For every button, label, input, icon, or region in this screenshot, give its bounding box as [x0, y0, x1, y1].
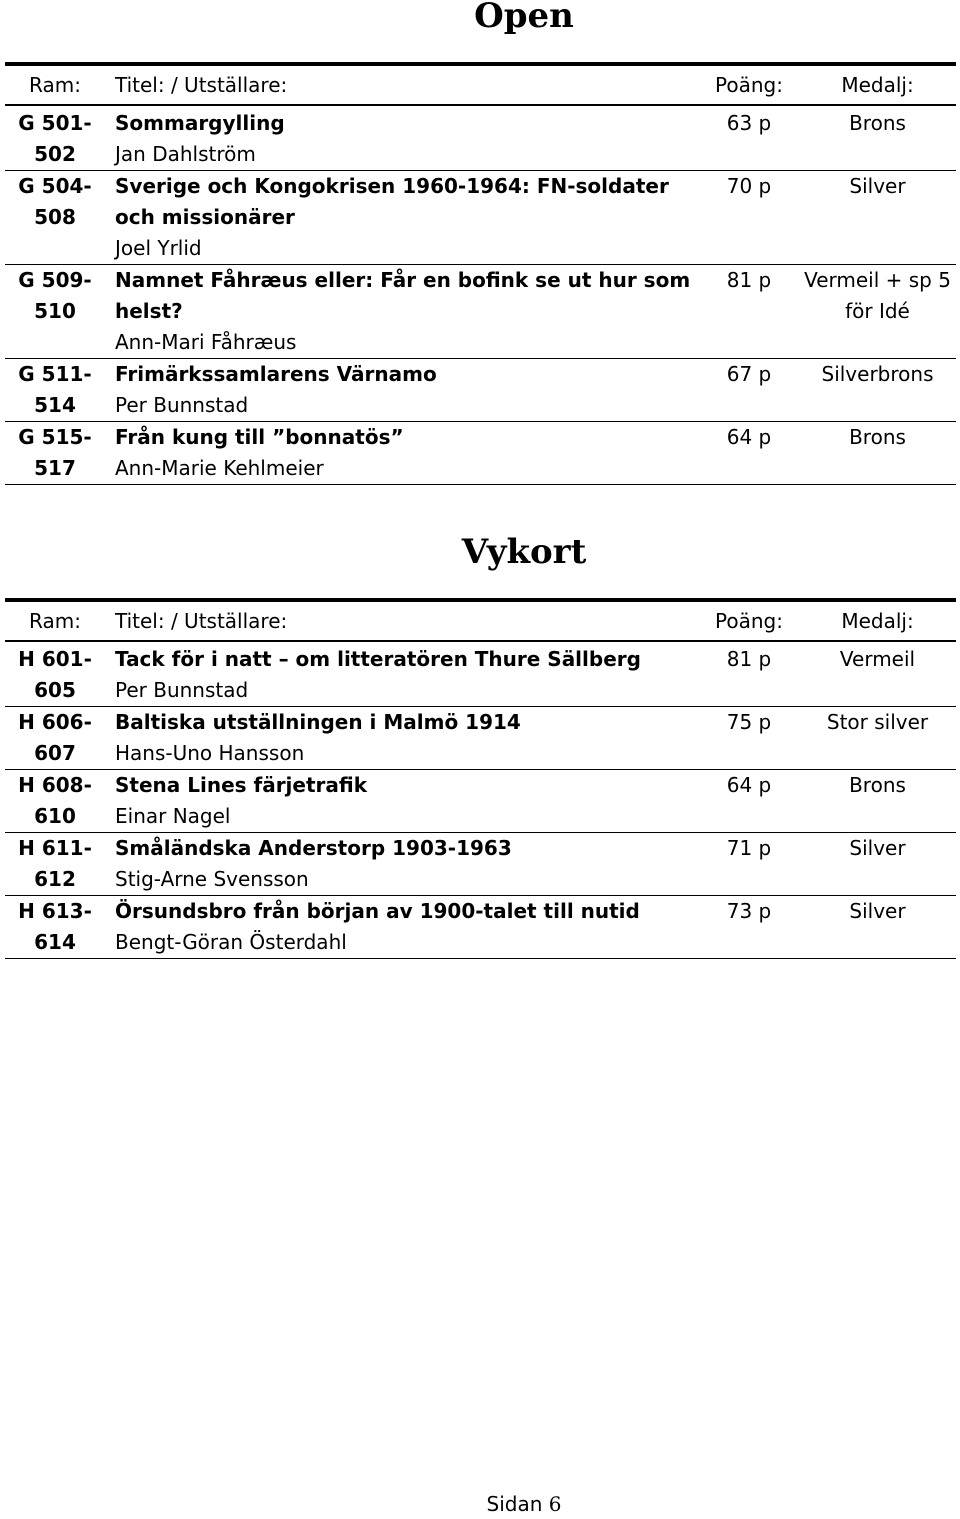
medal-cell: Silverbrons [799, 359, 956, 422]
title-cell [105, 105, 699, 171]
title-cell [105, 171, 699, 265]
footer-label: Sidan [486, 1492, 543, 1516]
header-points: Poäng: [699, 600, 799, 641]
points-cell: 81 p [699, 641, 799, 707]
ram-cell: H 606-607 [5, 707, 105, 770]
exhibitor-name: Per Bunnstad [115, 678, 249, 702]
exhibitor-name: Stig-Arne Svensson [115, 867, 309, 891]
medal-cell: Silver [799, 171, 956, 265]
table-row [5, 896, 956, 959]
medal-cell: Vermeil + sp 5 för Idé [799, 265, 956, 359]
exhibitor-name: Per Bunnstad [115, 393, 249, 417]
table-row [5, 422, 956, 485]
medal-cell: Silver [799, 833, 956, 896]
points-cell: 64 p [699, 770, 799, 833]
title-cell [105, 833, 699, 896]
medal-cell: Brons [799, 105, 956, 171]
page-footer [0, 1489, 960, 1519]
table-row [5, 707, 956, 770]
medal-cell: Brons [799, 770, 956, 833]
medal-cell: Brons [799, 422, 956, 485]
title-cell [105, 422, 699, 485]
title-cell [105, 707, 699, 770]
table-row [5, 265, 956, 359]
exhibit-title: Örsundsbro från början av 1900-talet till nutid [115, 899, 640, 923]
table-row [5, 641, 956, 707]
exhibitor-name: Ann-Marie Kehlmeier [115, 456, 324, 480]
header-ram: Ram: [5, 600, 105, 641]
points-cell: 67 p [699, 359, 799, 422]
medal-cell: Vermeil [799, 641, 956, 707]
exhibit-title: Stena Lines färjetrafik [115, 773, 368, 797]
exhibit-title: Frimärkssamlarens Värnamo [115, 362, 437, 386]
section-title-open: Open [474, 0, 574, 36]
points-cell: 71 p [699, 833, 799, 896]
medal-cell: Stor silver [799, 707, 956, 770]
table-row [5, 359, 956, 422]
table-row [5, 171, 956, 265]
exhibit-title: Namnet Fåhræus eller: Får en bofink se ut hur som helst? [115, 268, 691, 323]
exhibit-title: Baltiska utställningen i Malmö 1914 [115, 710, 521, 734]
results-table-open [5, 62, 956, 485]
title-cell [105, 896, 699, 959]
section-title-vykort: Vykort [461, 532, 587, 572]
points-cell: 75 p [699, 707, 799, 770]
header-medal: Medalj: [799, 64, 956, 105]
exhibitor-name: Jan Dahlström [115, 142, 256, 166]
table-header-row [5, 600, 956, 641]
header-medal: Medalj: [799, 600, 956, 641]
points-cell: 63 p [699, 105, 799, 171]
ram-cell: G 515-517 [5, 422, 105, 485]
header-points: Poäng: [699, 64, 799, 105]
ram-cell: H 613-614 [5, 896, 105, 959]
title-cell [105, 359, 699, 422]
ram-cell: G 504-508 [5, 171, 105, 265]
title-cell [105, 641, 699, 707]
page-number: 6 [548, 1492, 562, 1516]
medal-cell: Silver [799, 896, 956, 959]
points-cell: 73 p [699, 896, 799, 959]
exhibitor-name: Joel Yrlid [115, 236, 202, 260]
ram-cell: H 601-605 [5, 641, 105, 707]
exhibitor-name: Einar Nagel [115, 804, 231, 828]
table-row [5, 770, 956, 833]
exhibit-title: Sverige och Kongokrisen 1960-1964: FN-soldater och missionärer [115, 174, 669, 229]
exhibitor-name: Bengt-Göran Österdahl [115, 930, 347, 954]
points-cell: 70 p [699, 171, 799, 265]
table-header-row [5, 64, 956, 105]
table-row [5, 833, 956, 896]
points-cell: 64 p [699, 422, 799, 485]
exhibit-title: Från kung till ”bonnatös” [115, 425, 404, 449]
points-cell: 81 p [699, 265, 799, 359]
results-table-vykort [5, 598, 956, 959]
ram-cell: G 509-510 [5, 265, 105, 359]
exhibit-title: Tack för i natt – om litteratören Thure Sällberg [115, 647, 641, 671]
exhibit-title: Sommargylling [115, 111, 285, 135]
title-cell [105, 770, 699, 833]
exhibitor-name: Hans-Uno Hansson [115, 741, 305, 765]
table-row [5, 105, 956, 171]
header-title: Titel: / Utställare: [105, 600, 699, 641]
ram-cell: H 608-610 [5, 770, 105, 833]
exhibit-title: Småländska Anderstorp 1903-1963 [115, 836, 512, 860]
title-cell [105, 265, 699, 359]
ram-cell: H 611-612 [5, 833, 105, 896]
ram-cell: G 511-514 [5, 359, 105, 422]
ram-cell: G 501-502 [5, 105, 105, 171]
exhibitor-name: Ann-Mari Fåhræus [115, 330, 297, 354]
header-ram: Ram: [5, 64, 105, 105]
header-title: Titel: / Utställare: [105, 64, 699, 105]
